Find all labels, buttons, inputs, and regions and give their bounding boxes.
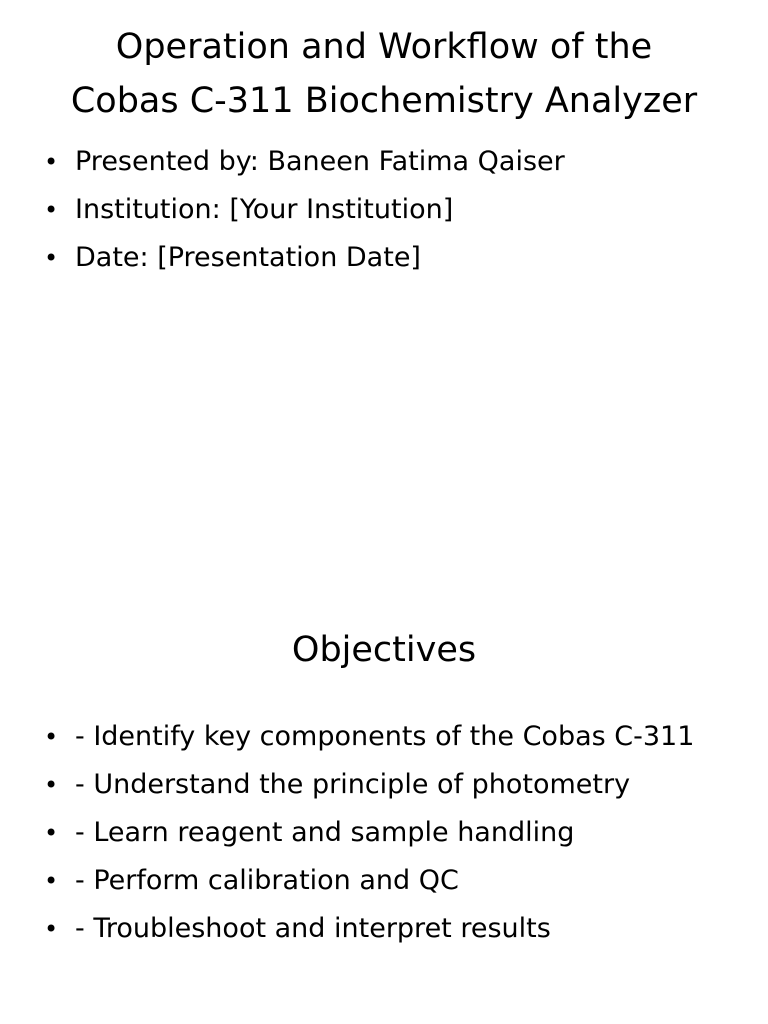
list-item xyxy=(44,186,754,234)
bullet-icon: • xyxy=(44,148,59,176)
list-item xyxy=(44,857,754,905)
bullet-text: Presented by: Baneen Fatima Qaiser xyxy=(75,146,565,177)
bullet-text: - Identify key components of the Cobas C-311 xyxy=(75,721,695,752)
bullet-icon: • xyxy=(44,723,59,751)
bullet-icon: • xyxy=(44,867,59,895)
objectives-list xyxy=(44,713,754,953)
bullet-text: - Learn reagent and sample handling xyxy=(75,817,575,848)
list-item xyxy=(44,905,754,953)
objectives-slide xyxy=(0,576,768,1024)
list-item xyxy=(44,234,754,282)
list-item xyxy=(44,138,754,186)
bullet-text: Institution: [Your Institution] xyxy=(75,194,454,225)
bullet-text: - Perform calibration and QC xyxy=(75,865,459,896)
slide-title: Objectives xyxy=(291,630,477,670)
bullet-icon: • xyxy=(44,915,59,943)
bullet-text: - Understand the principle of photometry xyxy=(75,769,631,800)
list-item xyxy=(44,809,754,857)
bullet-text: Date: [Presentation Date] xyxy=(75,242,421,273)
bullet-icon: • xyxy=(44,771,59,799)
bullet-icon: • xyxy=(44,819,59,847)
title-line: Operation and Workflow of the xyxy=(115,27,653,67)
presentation-title xyxy=(20,20,748,128)
bullet-icon: • xyxy=(44,196,59,224)
list-item xyxy=(44,713,754,761)
presenter-info-list xyxy=(44,138,754,282)
bullet-icon: • xyxy=(44,244,59,272)
list-item xyxy=(44,761,754,809)
title-line: Cobas C-311 Biochemistry Analyzer xyxy=(70,81,698,121)
bullet-text: - Troubleshoot and interpret results xyxy=(75,913,551,944)
